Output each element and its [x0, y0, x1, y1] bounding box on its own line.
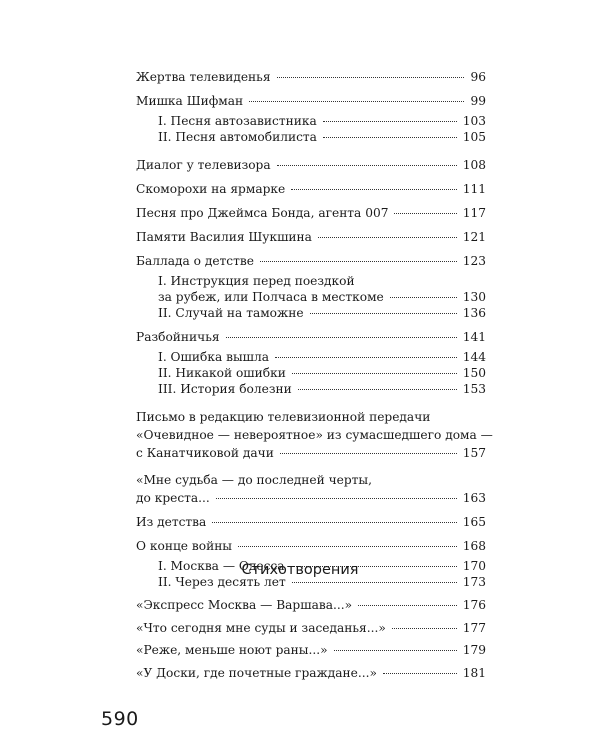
toc-title: Песня про Джеймса Бонда, агента 007: [136, 206, 389, 220]
toc-page: 153: [462, 382, 486, 396]
toc-entry: [136, 158, 486, 178]
toc-title: II. Через десять лет: [158, 575, 286, 589]
toc-title: «Экспресс Москва — Варшава...»: [136, 598, 353, 612]
dot-leader: [310, 313, 457, 314]
dot-leader: [291, 189, 456, 190]
toc-title: III. История болезни: [158, 382, 292, 396]
toc-page: 177: [462, 620, 486, 635]
toc-entry: [136, 666, 486, 689]
dot-leader: [275, 357, 457, 358]
toc-subentry-line: I. Инструкция перед поездкой: [158, 274, 355, 288]
toc-title: Скоморохи на ярмарке: [136, 182, 286, 196]
toc-title: I. Песня автозавистника: [158, 114, 317, 128]
toc-title: Памяти Василия Шукшина: [136, 230, 312, 244]
toc-title: Разбойничья: [136, 330, 220, 344]
toc-page: 130: [462, 290, 486, 304]
toc-page: 157: [462, 446, 486, 460]
dot-leader: [277, 77, 465, 78]
toc-entry: [136, 206, 486, 226]
toc-page: 123: [462, 254, 486, 268]
toc-title: «У Доски, где почетные граждане...»: [136, 665, 377, 680]
dot-leader: [212, 522, 456, 523]
toc-page: 163: [462, 491, 486, 505]
toc-page: 117: [462, 206, 486, 220]
toc-entry: [136, 254, 486, 274]
toc-title: «Реже, меньше ноют раны...»: [136, 643, 328, 657]
dot-leader: [394, 213, 456, 214]
dot-leader: [323, 121, 457, 122]
toc-page: 176: [462, 598, 486, 612]
toc-title: Жертва телевиденья: [136, 70, 271, 84]
toc-page: 108: [462, 158, 486, 172]
toc-title: Из детства: [136, 515, 207, 529]
toc-page: 170: [462, 559, 486, 573]
toc-subentry: [136, 366, 486, 382]
toc-title: II. Случай на таможне: [158, 306, 304, 320]
poems-list: [136, 598, 486, 688]
toc-title: II. Песня автомобилиста: [158, 130, 317, 144]
dot-leader: [249, 101, 464, 102]
dot-leader: [392, 628, 457, 629]
toc-entry: [136, 515, 486, 535]
toc-page: 105: [462, 130, 486, 144]
page-number: 590: [101, 708, 139, 730]
dot-leader: [260, 261, 457, 262]
toc-page: 144: [462, 350, 486, 364]
dot-leader: [298, 389, 457, 390]
dot-leader: [216, 498, 457, 499]
toc-subentry: [136, 130, 486, 150]
toc-subentry: [136, 350, 486, 366]
dot-leader: [277, 165, 457, 166]
toc-entry-line: «Мне судьба — до последней черты,: [136, 473, 373, 487]
toc-page: 173: [462, 575, 486, 589]
section-heading: Стихотворения: [241, 562, 359, 578]
toc-title: «Что сегодня мне суды и заседанья...»: [136, 620, 386, 635]
dot-leader: [226, 337, 457, 338]
toc-subentry: [136, 114, 486, 130]
toc-title: О конце войны: [136, 539, 233, 553]
toc-title: Баллада о детстве: [136, 254, 254, 268]
toc-title: I. Ошибка вышла: [158, 350, 270, 364]
toc-entry: [136, 182, 486, 202]
toc-entry: [136, 330, 486, 350]
dot-leader: [292, 373, 457, 374]
toc-page: 141: [462, 330, 486, 344]
toc-page: 150: [462, 366, 486, 380]
toc-entry: [136, 446, 486, 466]
toc-entry: [136, 94, 486, 114]
dot-leader: [318, 237, 457, 238]
toc-title: с Канатчиковой дачи: [136, 446, 274, 460]
toc-entry: [136, 643, 486, 666]
dot-leader: [358, 605, 457, 606]
dot-leader: [334, 650, 457, 651]
toc-title: за рубеж, или Полчаса в месткоме: [158, 290, 384, 304]
toc-entry-line: «Очевидное — невероятное» из сумасшедшего дома —: [136, 428, 493, 442]
toc-page: 168: [462, 539, 486, 553]
toc-entry: [136, 539, 486, 559]
toc-page: 99: [470, 94, 486, 108]
toc-title: II. Никакой ошибки: [158, 366, 286, 380]
dot-leader: [323, 137, 457, 138]
toc-page: 165: [462, 515, 486, 529]
toc-subentry: [136, 290, 486, 306]
dot-leader: [280, 453, 457, 454]
dot-leader: [292, 582, 457, 583]
toc-title: I. Москва — Одесса: [158, 559, 285, 573]
toc-entry-line: Письмо в редакцию телевизионной передачи: [136, 410, 431, 424]
toc-entry: [136, 621, 486, 644]
toc-title: Диалог у телевизора: [136, 158, 271, 172]
toc-title: до креста...: [136, 491, 210, 505]
toc-page: 179: [462, 643, 486, 657]
toc-page: 181: [462, 665, 486, 680]
dot-leader: [390, 297, 457, 298]
toc-entry: [136, 230, 486, 250]
table-of-contents: [136, 70, 493, 595]
toc-title: Мишка Шифман: [136, 94, 244, 108]
toc-entry: [136, 598, 486, 621]
dot-leader: [238, 546, 457, 547]
dot-leader: [383, 673, 457, 674]
toc-entry: [136, 491, 486, 511]
toc-subentry: [136, 306, 486, 326]
toc-page: 111: [462, 182, 486, 196]
toc-page: 96: [470, 70, 486, 84]
toc-subentry: [136, 382, 486, 402]
toc-entry: [136, 70, 486, 90]
toc-page: 121: [462, 230, 486, 244]
toc-subentry: [136, 575, 486, 595]
toc-page: 136: [462, 306, 486, 320]
toc-page: 103: [462, 114, 486, 128]
